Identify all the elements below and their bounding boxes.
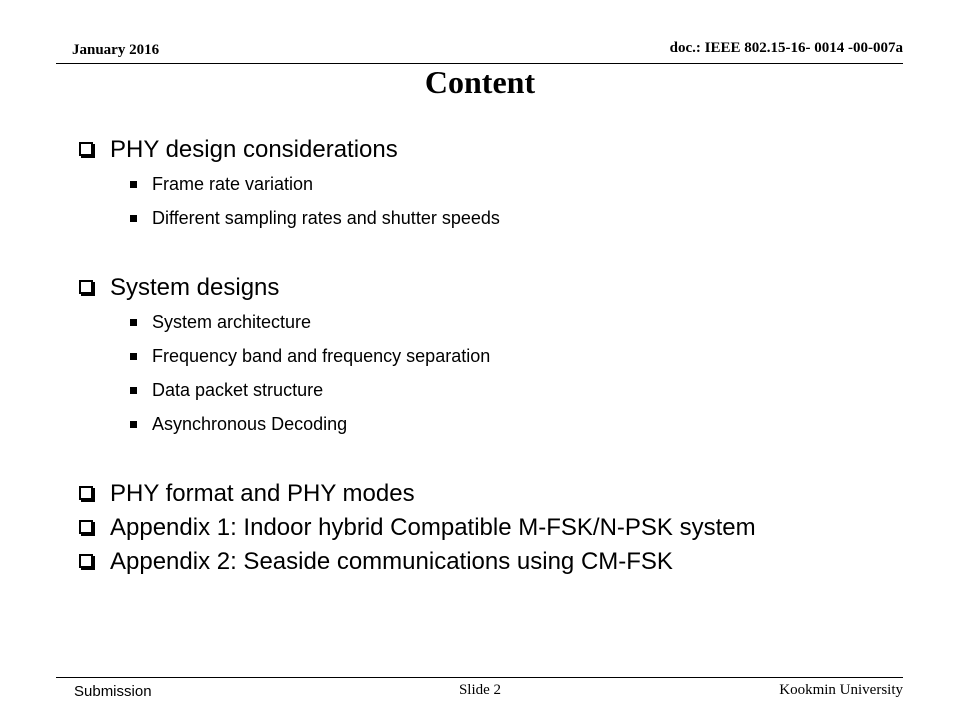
square-bullet-icon [130,319,137,326]
list-item-text: Data packet structure [152,380,324,400]
section-heading [78,511,948,545]
section-spacer [78,235,948,271]
list-item [78,201,948,235]
checkbox-bullet-icon [79,142,93,156]
section-spacer [78,441,948,477]
footer-organization: Kookmin University [779,682,903,698]
checkbox-bullet-icon [79,520,93,534]
section-heading-text: PHY design considerations [110,136,398,163]
section-heading [78,271,948,305]
square-bullet-icon [130,215,137,222]
list-item-text: Asynchronous Decoding [152,414,348,434]
checkbox-bullet-icon [79,486,93,500]
list-item [78,339,948,373]
section-heading-text: Appendix 1: Indoor hybrid Compatible M-FSK/N-PSK system [110,514,756,541]
section-heading-text: PHY format and PHY modes [110,480,415,507]
square-bullet-icon [130,387,137,394]
list-item-text: Different sampling rates and shutter speeds [152,208,500,228]
checkbox-bullet-icon [79,554,93,568]
list-item-text: Frequency band and frequency separation [152,346,491,366]
list-item-text: System architecture [152,312,312,332]
section-heading [78,545,948,579]
section-heading [78,133,948,167]
section-heading [78,477,948,511]
list-item-text: Frame rate variation [152,174,314,194]
square-bullet-icon [130,181,137,188]
header-date: January 2016 [72,42,160,58]
square-bullet-icon [130,353,137,360]
slide-title: Content [424,64,536,100]
footer-slide-number: Slide 2 [458,682,502,698]
list-item [78,305,948,339]
footer-divider [56,677,903,678]
list-item [78,373,948,407]
header-doc-id: doc.: IEEE 802.15-16- 0014 -00-007a [669,40,903,56]
list-item [78,167,948,201]
footer-submission: Submission [74,683,152,700]
checkbox-bullet-icon [79,280,93,294]
content-list [78,133,948,579]
section-heading-text: System designs [110,274,280,301]
square-bullet-icon [130,421,137,428]
list-item [78,407,948,441]
section-heading-text: Appendix 2: Seaside communications using CM-FSK [110,548,673,575]
